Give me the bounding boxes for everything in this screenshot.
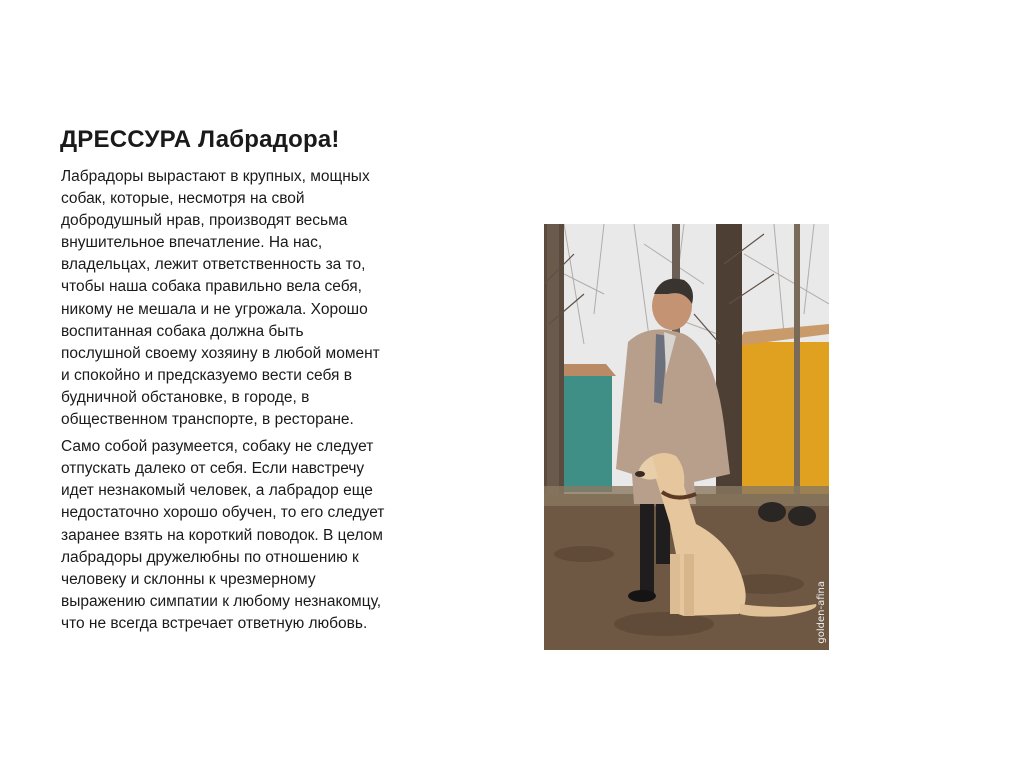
photo-watermark: golden-afina: [816, 581, 827, 644]
slide-body: [61, 166, 386, 640]
paragraph-1: Лабрадоры вырастают в крупных, мощных собак, которые, несмотря на свой добродушный нрав, производят весьма внушительное впечатление. На нас, владельцах, лежит ответственность за то, чтобы наша собака правильно вела себя, никому не мешала и не угрожала. Хорошо воспитанная собака должна быть послушной своему хозяину в любой момент и спокойно и предсказуемо вести себя в будничной обстановке, в городе, в общественном транспорте, в ресторане.: [61, 168, 380, 429]
slide-title: ДРЕССУРА Лабрадора!: [60, 126, 340, 153]
man-with-labrador-photo: [544, 224, 829, 650]
paragraph-2: Само собой разумеется, собаку не следует отпускать далеко от себя. Если навстречу идет незнакомый человек, а лабрадор еще недостаточно хорошо обучен, то его следует заранее взять на короткий поводок. В целом лабрадоры дружелюбны по отношению к человеку и склонны к чрезмерному выражению симпатии к любому незнакомцу, что не всегда встречает ответную любовь.: [61, 438, 385, 632]
